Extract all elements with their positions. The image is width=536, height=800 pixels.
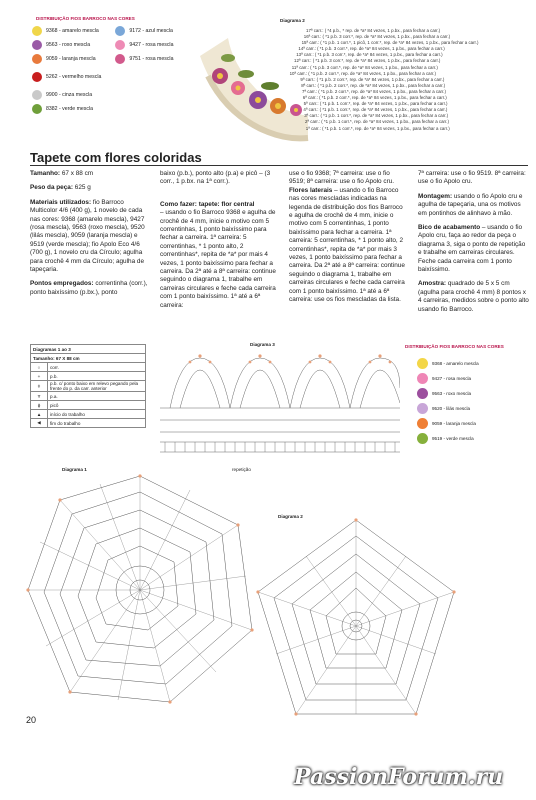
flower-swatch-icon xyxy=(32,72,42,82)
bottom-legend-label: 9427 - rosa mescla xyxy=(432,375,472,381)
symbol-glyph-icon: ○ xyxy=(31,363,48,372)
symbol-meaning: fim do trabalho xyxy=(48,419,146,428)
diagram2-row: 17ª carr.: ( *4 p.b., * rep. de *a* 84 vezes, 1 p.bx., para fechar a carr.) xyxy=(306,28,441,33)
bottom-legend-title: DISTRIBUIÇÃO FIOS BARROCO NAS CORES xyxy=(405,344,504,349)
symbol-meaning: corr. xyxy=(48,363,146,372)
symbol-table-size: Tamanho: 67 X 88 cm xyxy=(31,354,146,363)
flower-swatch-icon xyxy=(32,90,42,100)
symbol-meaning: p.b. c/ ponto baixo em relevo pegando pela frente do p. da carr. anterior xyxy=(48,381,146,392)
diagram2-top xyxy=(270,18,532,136)
symbol-table-row xyxy=(31,392,146,401)
diagram1-label: Diagrama 1 xyxy=(62,467,87,472)
flower-swatch-icon xyxy=(417,433,428,444)
col3-intro: use o fio 9368; 7ª carreira: use o fio 9519; 8ª carreira: use o fio Apolo cru. xyxy=(289,170,395,186)
symbol-table-row xyxy=(31,363,146,372)
diagram2-row: 13ª carr.: ( *1 p.b. 3 corr.*, rep. de *a* 84 vezes, 1 p.bx., para fechar a carr.) xyxy=(296,52,443,58)
col1-paragraph-text: 625 g xyxy=(72,184,91,192)
top-legend-right-item xyxy=(115,24,173,38)
symbol-meaning: picô xyxy=(48,401,146,410)
bottom-legend-label: 9520 - lilás mescla xyxy=(432,405,471,411)
diagram2-rows xyxy=(270,28,479,132)
top-legend-left-item xyxy=(32,38,101,52)
symbol-table-row xyxy=(31,372,146,381)
column-1 xyxy=(30,170,148,303)
bottom-legend-item xyxy=(405,431,525,446)
col1-paragraph-label: Tamanho: xyxy=(30,170,61,177)
symbol-glyph-icon: ɸ xyxy=(31,401,48,410)
flower-swatch-icon xyxy=(32,104,42,114)
col1-paragraph-text: fio Barroco Multicolor 4/6 (400 g), 1 novelo de cada nas cores: 9368 (amarelo mescla), 9427 (rosa mescla), 9563 (roxo mescla), 9520 (lilás mescla), 9059 (laranja mescla) e 9519 (verde mescla); fio Apolo Eco 4/6 (700 g), 1 novelo cru da Círculo; agulha para crochê 4 mm da Círculo; agulha de tapeçaria. xyxy=(30,198,145,274)
diagram2-label: Diagrama 2 xyxy=(278,514,303,519)
col1-paragraph-text: 67 x 88 cm xyxy=(60,170,94,177)
diagram2-row: 12ª carr.: ( *1 p.b. 3 corr.*, rep. de *a* 84 vezes, 1 p.bx., para fechar a carr.) xyxy=(294,58,441,64)
col1-paragraph xyxy=(30,184,148,192)
diagram3-repeat-label: repetição xyxy=(232,467,251,472)
diagram2-row: 14ª carr.: ( *1 p.b. 3 corr.*, rep. de *a* 84 vezes, 1 p.bx., para fechar a carr.) xyxy=(298,46,445,52)
diagram2-row: 6ª carr.: ( *1 p.b. 2 corr.*, rep. de *a* 84 vezes, 1 p.bx., para fechar a carr.) xyxy=(302,95,447,101)
col1-paragraph-label: Materiais utilizados: xyxy=(30,198,92,206)
flower-swatch-icon xyxy=(115,54,125,64)
col4-paragraph-text: quadrado de 5 x 5 cm (agulha para crochê 4 mm) 8 pontos x 4 carreiras, medidos sobre o ponto alto usando fio Barroco. xyxy=(418,280,529,313)
page-number: 20 xyxy=(26,715,37,725)
symbol-glyph-icon: + xyxy=(31,372,48,381)
diagram2-row: 7ª carr.: ( *1 p.b. 2 corr.*, rep. de *a* 84 vezes, 1 p.bx., para fechar a carr.) xyxy=(302,88,446,94)
symbol-table-row xyxy=(31,410,146,419)
diagram2-row: 3ª carr.: ( *1 p.b. 1 corr.*, rep. de *a* 84 vezes, 1 p.bx., para fechar a carr.) xyxy=(304,113,449,119)
bottom-color-legend xyxy=(405,344,525,446)
col1-paragraph xyxy=(30,199,148,275)
col4-paragraph-label: Amostra: xyxy=(418,280,447,288)
top-legend-title: DISTRIBUIÇÃO FIOS BARROCO NAS CORES xyxy=(36,16,135,21)
diagram2-row: 2ª carr.: ( *1 p.b. 1 corr.*, rep. de *a* 84 vezes, 1 p.bx., para fechar a carr.) xyxy=(305,119,449,125)
bottom-legend-item xyxy=(405,386,525,401)
diagram2-row: 8ª carr.: ( *1 p.b. 2 corr.*, rep. de *a* 84 vezes, 1 p.bx., para fechar a carr.) xyxy=(301,82,446,88)
symbol-table xyxy=(30,344,146,428)
top-legend-right-label: 9172 - azul mescla xyxy=(129,27,173,34)
col3-heading: Flores laterais xyxy=(289,186,333,194)
top-legend-left-item xyxy=(32,70,101,84)
top-legend-left-column xyxy=(32,24,101,116)
symbol-glyph-icon: ◀ xyxy=(31,419,48,428)
flower-swatch-icon xyxy=(32,26,42,36)
top-legend-right-item xyxy=(115,38,173,52)
flower-swatch-icon xyxy=(417,373,428,384)
flower-swatch-icon xyxy=(417,388,428,399)
diagram2-row: 15ª carr.: ( *1 p.b. 1 corr.*, 1 picô, 1 corr.*, rep. de *a* 84 vezes, 1 p.bx., para fechar a carr.) xyxy=(301,40,479,46)
col1-paragraph xyxy=(30,170,148,178)
diagram2-top-label: Diagrama 2 xyxy=(280,18,305,23)
top-color-legend xyxy=(32,16,212,116)
col4-paragraph-text: – usando o fio Apolo cru, faça ao redor da peça o diagrama 3, siga o ponto de repetição e trabalhe em carreiras circulares. Feche cada carreira com 1 ponto baixíssimo. xyxy=(418,224,526,274)
top-legend-left-label: 9563 - roxo mescla xyxy=(46,41,91,48)
symbol-table-title: Diagramas 1 ao 3 xyxy=(31,345,146,354)
col2-heading: Como fazer: tapete: flor central xyxy=(160,200,255,208)
bottom-legend-item xyxy=(405,356,525,371)
col1-paragraph-label: Peso da peça: xyxy=(30,184,73,192)
symbol-meaning: p.b. xyxy=(48,372,146,381)
bottom-legend-label: 9059 - laranja mescla xyxy=(432,420,476,426)
diagram1 xyxy=(20,470,260,710)
symbol-glyph-icon: ǂ xyxy=(31,381,48,392)
bottom-legend-label: 9519 - verde mescla xyxy=(432,435,474,441)
column-3 xyxy=(289,170,407,305)
col4-paragraph-text: usando o fio Apolo cru e agulha de tapeçaria, una os motivos em pontinhos de alinhavo à mão. xyxy=(418,192,523,217)
col2-body: – usando o fio Barroco 9368 e agulha de crochê de 4 mm, inicie o motivo com 5 correntinhas, 1 ponto baixíssimo para fechar a carreira. 1ª carreira: 5 correntinhas, * 1 ponto alto, 2 correntinhas*, repita de *a* por mais 4 vezes, 1 ponto baixíssimo para fechar a carreira. Da 2ª até a 8ª carreira: continue seguindo o diagrama 1, trabalhe em carreiras circulares e feche cada carreira com 1 ponto baixíssimo. 1ª até a 6ª carreira: xyxy=(160,209,276,309)
top-legend-left-label: 9368 - amarelo mescla xyxy=(46,27,99,34)
col4-paragraph xyxy=(418,193,530,218)
bottom-legend-item xyxy=(405,401,525,416)
col4-intro: 7ª carreira: use o fio 9519. 8ª carreira: use o fio Apolo cru. xyxy=(418,170,526,186)
bottom-legend-label: 9368 - amarelo mescla xyxy=(432,360,479,366)
col2-intro: baixo (p.b.), ponto alto (p.a) e picô – (3 corr., 1 p.bx. na 1ª corr.). xyxy=(160,170,271,186)
flower-swatch-icon xyxy=(417,358,428,369)
flower-swatch-icon xyxy=(417,403,428,414)
symbol-meaning: início do trabalho xyxy=(48,410,146,419)
symbol-meaning: p.a. xyxy=(48,392,146,401)
top-legend-left-item xyxy=(32,52,101,66)
col4-paragraph xyxy=(418,224,530,274)
top-legend-left-label: 9059 - laranja mescla xyxy=(46,55,96,62)
column-2 xyxy=(160,170,278,310)
diagram2-row: 16ª carr.: ( *1 p.b. 3 corr.*, rep. de *a* 84 vezes, 1 p.bx., para fechar a carr.) xyxy=(303,34,451,40)
diagram3-label: Diagrama 3 xyxy=(250,342,275,347)
top-legend-left-item xyxy=(32,88,101,102)
top-legend-right-column xyxy=(115,24,173,116)
flower-swatch-icon xyxy=(32,40,42,50)
top-legend-left-label: 9900 - cinza mescla xyxy=(46,91,93,98)
diagram2-row: 4ª carr.: ( *1 p.b. 1 corr.*, rep. de *a* 84 vezes, 1 p.bx., para fechar a carr.) xyxy=(303,107,448,113)
col4-paragraph xyxy=(418,280,530,314)
col1-paragraph xyxy=(30,280,148,297)
diagram2-row: 1ª carr.: ( *1 p.b. 1 corr.*, rep. de *a* 84 vezes, 1 p.bx., para fechar a carr.) xyxy=(305,125,450,131)
diagram2-row: 5ª carr.: ( *1 p.b. 1 corr.*, rep. de *a* 84 vezes, 1 p.bx., para fechar a carr.) xyxy=(303,101,448,107)
bottom-legend-item xyxy=(405,371,525,386)
col4-paragraph-label: Montagem: xyxy=(418,192,453,200)
article-title: Tapete com flores coloridas xyxy=(30,150,202,165)
flower-swatch-icon xyxy=(115,40,125,50)
flower-swatch-icon xyxy=(115,26,125,36)
col1-paragraph-label: Pontos empregados: xyxy=(30,280,94,288)
top-legend-left-label: 5262 - vermelho mescla xyxy=(46,73,102,80)
bottom-legend-item xyxy=(405,416,525,431)
bottom-legend-label: 9563 - roxo mescla xyxy=(432,390,472,396)
column-4 xyxy=(418,170,530,314)
top-legend-right-label: 9751 - rosa mescla xyxy=(129,55,174,62)
diagram3 xyxy=(160,348,400,460)
symbol-table-row xyxy=(31,419,146,428)
flower-swatch-icon xyxy=(417,418,428,429)
top-legend-left-label: 8382 - verde mescla xyxy=(46,105,93,112)
top-legend-left-item xyxy=(32,24,101,38)
watermark: PassionForum.ru xyxy=(294,764,504,790)
diagram2-row: 10ª carr.: ( *1 p.b. 2 corr.*, rep. de *a* 84 vezes, 1 p.bx., para fechar a carr.) xyxy=(289,70,436,76)
diagram2-row: 11ª carr.: ( *1 p.b. 3 corr.*, rep. de *a* 84 vezes, 1 p.bx., para fechar a carr.) xyxy=(291,64,438,70)
title-rule xyxy=(30,165,528,166)
diagram2 xyxy=(254,516,458,720)
top-legend-left-item xyxy=(32,102,101,116)
top-legend-right-item xyxy=(115,52,173,66)
flower-swatch-icon xyxy=(32,54,42,64)
col1-paragraph-text: correntinha (corr.), ponto baixíssimo (p.bx.), ponto xyxy=(30,280,148,296)
symbol-glyph-icon: ▲ xyxy=(31,410,48,419)
diagram2-row: 9ª carr.: ( *1 p.b. 2 corr.*, rep. de *a* 84 vezes, 1 p.bx., para fechar a carr.) xyxy=(300,76,445,82)
symbol-glyph-icon: Ŧ xyxy=(31,392,48,401)
col3-body: – usando o fio Barroco nas cores mescladas indicadas na legenda de distribuição dos fios Barroco e agulha de crochê de 4 mm, inicie o motivo com 5 correntinhas, 1 ponto baixíssimo para fechar a carreira. 1ª carreira: 5 correntinhas, * 1 ponto alto, 2 correntinhas*, repita de *a* por mais 3 vezes, 1 ponto baixíssimo para fechar a carreira. Da 2ª até a 8ª carreira: continue seguindo o diagrama 1, trabalhe em carreiras circulares e feche cada carreira com 1 ponto baixíssimo. 1ª até a 6ª carreira: use os fios mescladas da lista. xyxy=(289,186,405,304)
symbol-table-row xyxy=(31,381,146,392)
top-legend-right-label: 9427 - rosa mescla xyxy=(129,41,174,48)
col4-paragraph-label: Bico de acabamento xyxy=(418,224,481,232)
symbol-table-row xyxy=(31,401,146,410)
